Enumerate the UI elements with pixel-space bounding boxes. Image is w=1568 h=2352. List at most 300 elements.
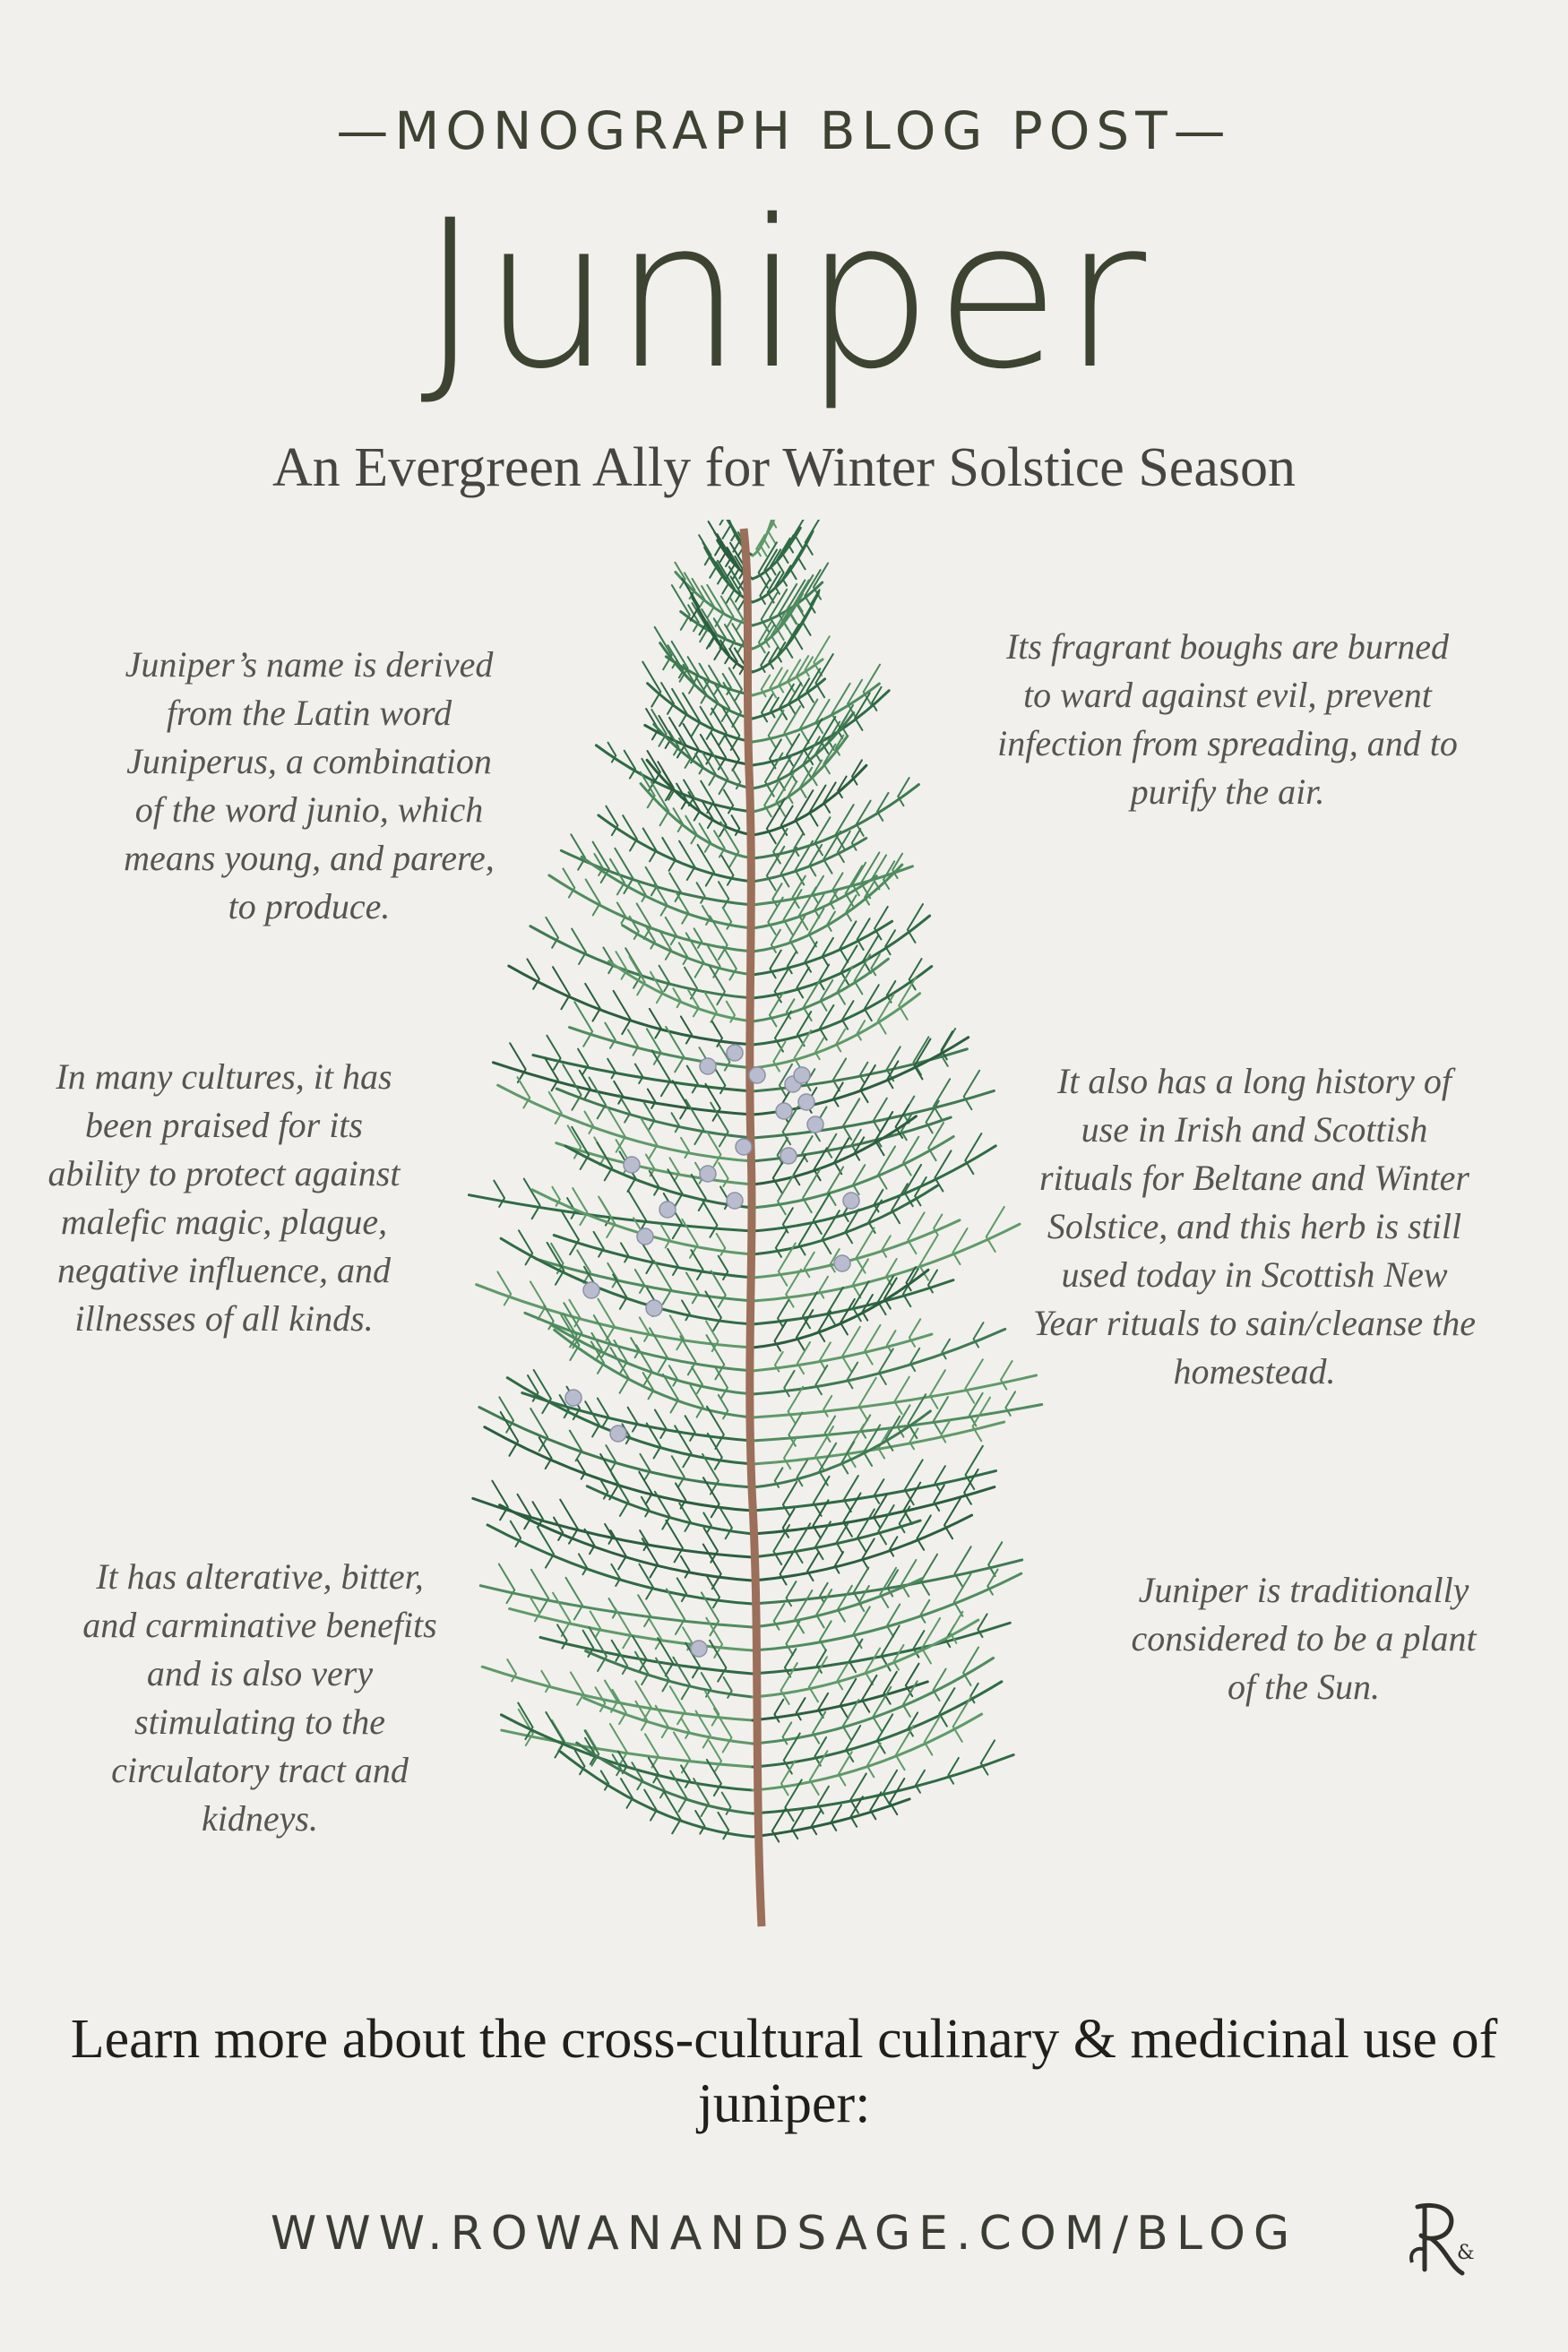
juniper-twig (611, 1473, 628, 1516)
juniper-twig (711, 709, 726, 745)
juniper-twig (867, 1744, 881, 1778)
fact-planet-sun: Juniper is traditionally considered to be a plant of the Sun. (1131, 1570, 1477, 1707)
juniper-twig (879, 1348, 893, 1384)
juniper-twig (903, 1137, 918, 1176)
juniper-twig (517, 1077, 530, 1107)
juniper-berry (798, 1094, 814, 1110)
juniper-berry (659, 1202, 676, 1218)
juniper-twig (574, 1002, 592, 1046)
juniper-twig (850, 1773, 866, 1813)
juniper-twig (546, 918, 558, 948)
juniper-twig (691, 1250, 702, 1279)
juniper-twig (921, 1555, 937, 1595)
juniper-twig (773, 829, 787, 864)
juniper-branch (753, 1411, 930, 1487)
juniper-twig (901, 1560, 916, 1597)
juniper-twig (579, 1554, 587, 1574)
juniper-berry (637, 1228, 653, 1245)
juniper-twig (597, 1142, 612, 1180)
juniper-twig (778, 1300, 788, 1327)
juniper-twig (831, 1805, 841, 1831)
juniper-twig (726, 737, 739, 771)
juniper-twig (691, 1385, 703, 1417)
juniper-twig (635, 1064, 643, 1083)
juniper-twig (828, 1288, 843, 1325)
juniper-branch (599, 815, 753, 882)
juniper-twig (531, 1570, 548, 1613)
juniper-twig (784, 1436, 797, 1469)
juniper-twig (853, 1165, 865, 1194)
juniper-twig (844, 1476, 858, 1512)
juniper-twig (906, 1664, 919, 1696)
juniper-berry (843, 1193, 859, 1209)
juniper-branch (522, 1393, 753, 1441)
juniper-twig (819, 965, 829, 990)
juniper-twig (762, 694, 772, 721)
juniper-berry (624, 1157, 640, 1173)
juniper-twig (605, 1023, 615, 1048)
juniper-twig (608, 743, 616, 762)
juniper-twig (797, 1342, 810, 1374)
juniper-berry (794, 1067, 810, 1083)
fact-medicinal: It has alterative, bitter, and carminative benefits and is also very stimulating to the circulatory tract and kidneys. (82, 1556, 437, 1839)
juniper-branch (536, 1259, 753, 1301)
juniper-twig (638, 1595, 650, 1626)
juniper-twig (492, 1481, 507, 1521)
juniper-twig (771, 520, 780, 528)
juniper-twig (707, 1335, 725, 1379)
juniper-twig (676, 892, 688, 924)
juniper-twig (610, 1724, 627, 1767)
juniper-twig (981, 1740, 995, 1774)
juniper-branch (753, 1682, 927, 1720)
juniper-twig (866, 1649, 880, 1684)
juniper-twig (926, 1101, 939, 1133)
juniper-twig (934, 1079, 950, 1119)
juniper-twig (702, 1202, 717, 1237)
juniper-twig (770, 951, 780, 978)
juniper-twig (862, 1538, 874, 1569)
juniper-twig (679, 943, 687, 964)
juniper-twig (786, 1622, 799, 1655)
juniper-twig (553, 1593, 570, 1636)
juniper-twig (530, 1409, 547, 1451)
juniper-twig (843, 1098, 859, 1139)
juniper-twig (572, 929, 586, 964)
juniper-twig (815, 817, 831, 855)
juniper-berry (780, 1148, 797, 1164)
juniper-berry (583, 1282, 599, 1298)
juniper-twig (857, 1509, 874, 1551)
juniper-twig (874, 907, 888, 939)
blog-url-link[interactable]: WWW.ROWANANDSAGE.COM/BLOG (270, 2207, 1298, 2261)
juniper-twig (878, 1146, 895, 1188)
juniper-twig (650, 1620, 661, 1650)
juniper-twig (820, 1621, 831, 1650)
juniper-twig (672, 1113, 679, 1132)
juniper-twig (797, 1460, 808, 1486)
juniper-twig (681, 1556, 689, 1578)
juniper-twig (805, 1253, 814, 1278)
juniper-twig (605, 1524, 613, 1544)
juniper-twig (859, 1378, 876, 1421)
juniper-stem (744, 529, 762, 1926)
juniper-twig (761, 652, 769, 672)
svg-text:&: & (1457, 2242, 1475, 2264)
juniper-twig (616, 952, 626, 979)
juniper-twig (813, 1712, 825, 1744)
juniper-branch (753, 1623, 1010, 1674)
juniper-twig (685, 1416, 695, 1441)
juniper-twig (660, 1225, 669, 1248)
juniper-twig (711, 1271, 726, 1306)
juniper-twig (859, 1586, 869, 1611)
juniper-twig (942, 1340, 950, 1359)
juniper-twig (988, 1542, 1002, 1576)
juniper-twig (815, 654, 832, 697)
juniper-twig (530, 1281, 546, 1319)
juniper-twig (986, 1207, 1004, 1252)
juniper-twig (941, 1421, 950, 1443)
juniper-twig (776, 1230, 787, 1257)
juniper-twig (594, 1232, 604, 1257)
juniper-twig (541, 1671, 549, 1692)
juniper-twig (974, 1322, 984, 1347)
juniper-berry (610, 1426, 626, 1442)
juniper-berry (700, 1166, 716, 1182)
juniper-twig (792, 1810, 804, 1839)
juniper-twig (883, 1770, 898, 1805)
juniper-branch (570, 1028, 753, 1068)
juniper-twig (823, 938, 833, 965)
juniper-twig (948, 1758, 959, 1784)
juniper-twig (890, 1537, 898, 1555)
juniper-twig (621, 1243, 628, 1262)
juniper-twig (893, 1645, 903, 1670)
juniper-branch (584, 1698, 753, 1744)
juniper-twig (573, 1188, 587, 1225)
juniper-twig (732, 815, 740, 835)
juniper-twig (669, 1158, 678, 1181)
juniper-twig (795, 1590, 812, 1633)
juniper-twig (783, 1482, 797, 1516)
juniper-twig (815, 1366, 827, 1394)
juniper-twig (799, 1225, 812, 1255)
juniper-twig (862, 1676, 876, 1712)
juniper-twig (840, 1679, 857, 1719)
juniper-twig (965, 1133, 981, 1174)
juniper-twig (963, 1647, 978, 1685)
juniper-twig (934, 1214, 942, 1235)
juniper-twig (654, 1261, 671, 1305)
juniper-twig (650, 1171, 659, 1195)
juniper-twig (628, 1030, 638, 1055)
juniper-twig (705, 993, 717, 1022)
juniper-berry (646, 1300, 662, 1316)
page-subtitle: An Evergreen Ally for Winter Solstice Season (272, 437, 1296, 498)
juniper-twig (882, 1236, 890, 1256)
juniper-twig (933, 1669, 945, 1701)
call-to-action: Learn more about the cross-cultural culinary & medicinal use of juniper: (70, 2009, 1498, 2134)
juniper-twig (598, 1299, 614, 1340)
juniper-berry (736, 1139, 752, 1155)
juniper-twig (794, 833, 803, 856)
juniper-twig (797, 968, 808, 998)
juniper-twig (519, 1230, 532, 1264)
juniper-twig (833, 1058, 846, 1090)
juniper-twig (964, 1071, 979, 1110)
juniper-twig (874, 1479, 884, 1503)
juniper-berry (700, 1058, 716, 1074)
juniper-twig (642, 1118, 658, 1159)
juniper-twig (820, 1342, 831, 1369)
juniper-twig (814, 564, 828, 599)
juniper-twig (784, 1371, 794, 1396)
juniper-twig (769, 711, 784, 748)
juniper-twig (681, 1016, 692, 1043)
juniper-twig (805, 942, 816, 971)
juniper-twig (571, 834, 585, 869)
juniper-twig (915, 1177, 926, 1206)
juniper-twig (944, 1498, 961, 1538)
juniper-twig (566, 1578, 583, 1620)
juniper-branch-illustration (421, 520, 1102, 1935)
juniper-twig (725, 625, 735, 649)
juniper-twig (518, 1495, 531, 1529)
juniper-twig (797, 1698, 806, 1719)
juniper-berry (727, 1193, 743, 1209)
juniper-twig (909, 1319, 920, 1347)
juniper-twig (838, 1586, 852, 1622)
juniper-berry (691, 1641, 707, 1657)
juniper-twig (563, 868, 574, 897)
juniper-twig (849, 1640, 863, 1673)
juniper-twig (585, 984, 600, 1021)
juniper-twig (669, 1366, 677, 1385)
juniper-twig (718, 1813, 728, 1839)
juniper-twig (953, 1228, 968, 1264)
juniper-twig (499, 1564, 514, 1603)
juniper-twig (702, 906, 710, 925)
juniper-twig (658, 1638, 673, 1676)
fact-protection: In many cultures, it has been praised for its ability to protect against malefic magic, plague, negative influence, and illnesses of all kinds. (47, 1056, 401, 1339)
juniper-twig (647, 927, 655, 948)
juniper-berry (834, 1255, 850, 1271)
juniper-twig (687, 1066, 698, 1093)
juniper-twig (865, 1325, 880, 1365)
juniper-twig (650, 1009, 661, 1038)
juniper-twig (807, 1552, 819, 1581)
juniper-twig (955, 1546, 971, 1587)
juniper-twig (590, 1611, 601, 1637)
juniper-twig (646, 709, 659, 739)
juniper-twig (534, 1370, 551, 1413)
juniper-twig (679, 1503, 690, 1531)
juniper-twig (887, 1605, 900, 1637)
juniper-twig (920, 1600, 929, 1623)
eyebrow-label: —MONOGRAPH BLOG POST— (336, 100, 1232, 161)
juniper-twig (939, 1688, 954, 1726)
juniper-twig (818, 1787, 829, 1814)
juniper-twig (922, 1618, 940, 1664)
juniper-twig (788, 1387, 803, 1424)
fact-etymology: Juniper’s name is derived from the Latin word Juniperus, a combination of the word junio, which means young, and parere, to produce. (124, 644, 495, 926)
juniper-twig (970, 1684, 978, 1702)
juniper-twig (538, 1527, 554, 1568)
juniper-twig (713, 520, 727, 524)
juniper-berry (727, 1045, 743, 1061)
juniper-twig (593, 842, 609, 883)
juniper-twig (694, 928, 702, 948)
juniper-twig (784, 706, 800, 746)
juniper-berry (565, 1390, 582, 1406)
juniper-twig (666, 918, 676, 944)
juniper-twig (679, 841, 694, 880)
juniper-twig (561, 1210, 579, 1254)
juniper-branch (533, 1055, 753, 1091)
juniper-twig (780, 1554, 793, 1585)
juniper-berry (807, 1116, 823, 1133)
juniper-twig (815, 1038, 824, 1059)
juniper-twig (570, 1431, 582, 1461)
juniper-twig (646, 867, 658, 895)
juniper-twig (494, 1181, 504, 1207)
juniper-twig (802, 594, 819, 635)
juniper-twig (598, 1399, 608, 1426)
juniper-twig (670, 1686, 685, 1724)
juniper-twig (816, 1590, 831, 1627)
juniper-twig (549, 1092, 562, 1124)
juniper-twig (585, 1401, 599, 1436)
juniper-twig (966, 1446, 983, 1489)
juniper-twig (668, 1249, 678, 1275)
juniper-twig (835, 1552, 843, 1573)
juniper-twig (837, 1664, 847, 1689)
juniper-twig (617, 1650, 627, 1674)
juniper-branch (753, 1375, 1037, 1417)
juniper-twig (672, 585, 690, 630)
juniper-twig (607, 1059, 616, 1079)
juniper-twig (686, 1272, 699, 1303)
juniper-twig (916, 1770, 925, 1793)
juniper-branch (753, 1270, 928, 1348)
juniper-twig (672, 1456, 685, 1487)
juniper-twig (628, 1408, 638, 1432)
juniper-twig (682, 1719, 689, 1738)
juniper-twig (877, 1714, 892, 1753)
juniper-twig (571, 1672, 584, 1704)
juniper-twig (511, 1521, 521, 1546)
juniper-twig (954, 1573, 971, 1616)
juniper-branch (500, 1505, 753, 1581)
juniper-twig (552, 1187, 559, 1206)
juniper-twig (774, 1322, 786, 1351)
juniper-twig (723, 946, 737, 979)
juniper-twig (714, 1709, 732, 1753)
juniper-twig (820, 1277, 829, 1298)
juniper-twig (635, 1270, 644, 1293)
juniper-twig (642, 662, 660, 707)
juniper-twig (764, 783, 778, 817)
juniper-twig (806, 520, 820, 555)
juniper-branch (753, 1471, 996, 1511)
juniper-twig (577, 1460, 585, 1478)
juniper-branch (487, 1525, 753, 1604)
juniper-twig (554, 1518, 563, 1540)
juniper-twig (910, 1348, 919, 1371)
juniper-twig (887, 1331, 896, 1352)
juniper-twig (839, 1752, 852, 1785)
rowan-and-sage-logo-icon (1405, 2200, 1477, 2280)
fact-rituals: It also has a long history of use in Irish and Scottish rituals for Beltane and Winter Solstice, and this herb is still used today in Scottish New Year rituals to sain/cleanse the homestead. (1032, 1061, 1477, 1391)
juniper-twig (707, 1132, 721, 1167)
juniper-twig (837, 1524, 849, 1553)
juniper-twig (648, 1090, 656, 1108)
juniper-twig (772, 1809, 786, 1842)
juniper-twig (874, 1495, 887, 1528)
juniper-twig (705, 1692, 719, 1726)
fact-fragrant-boughs: Its fragrant boughs are burned to ward against evil, prevent infection from spreading, and to purify the air. (997, 626, 1458, 812)
juniper-twig (681, 1765, 690, 1787)
juniper-twig (652, 1050, 670, 1096)
juniper-twig (685, 1100, 703, 1144)
juniper-twig (670, 1315, 684, 1349)
juniper-twig (827, 1134, 836, 1158)
juniper-twig (647, 1029, 661, 1064)
juniper-twig (1001, 1361, 1012, 1390)
juniper-twig (677, 1578, 686, 1601)
juniper-twig (497, 1271, 511, 1305)
juniper-twig (878, 1505, 893, 1544)
juniper-twig (874, 1098, 887, 1133)
juniper-twig (823, 1396, 831, 1417)
juniper-twig (697, 883, 705, 903)
juniper-twig (639, 1564, 653, 1599)
juniper-twig (524, 1179, 540, 1219)
juniper-twig (814, 1193, 830, 1234)
juniper-twig (590, 1077, 606, 1118)
juniper-twig (681, 1138, 689, 1158)
juniper-twig (771, 698, 779, 718)
juniper-twig (721, 856, 733, 885)
juniper-twig (770, 993, 783, 1026)
juniper-twig (545, 1058, 557, 1090)
juniper-twig (785, 1649, 796, 1676)
juniper-twig (553, 967, 570, 1009)
juniper-twig (788, 952, 797, 973)
juniper-twig (682, 1301, 690, 1321)
juniper-twig (857, 918, 870, 950)
juniper-twig (584, 1112, 593, 1133)
juniper-twig (930, 1370, 945, 1409)
juniper-twig (890, 1779, 904, 1814)
juniper-twig (809, 845, 822, 875)
juniper-twig (712, 1021, 722, 1047)
juniper-twig (846, 1726, 860, 1762)
juniper-twig (614, 991, 631, 1034)
juniper-twig (655, 1409, 667, 1438)
juniper-twig (812, 1810, 822, 1834)
juniper-twig (719, 1506, 732, 1538)
juniper-twig (857, 1228, 874, 1272)
juniper-twig (814, 636, 829, 676)
juniper-branch (480, 1586, 753, 1627)
juniper-twig (640, 1317, 650, 1340)
juniper-twig (908, 1212, 924, 1254)
juniper-twig (833, 1082, 843, 1106)
juniper-berry (749, 1067, 765, 1083)
juniper-branch (502, 1730, 753, 1767)
